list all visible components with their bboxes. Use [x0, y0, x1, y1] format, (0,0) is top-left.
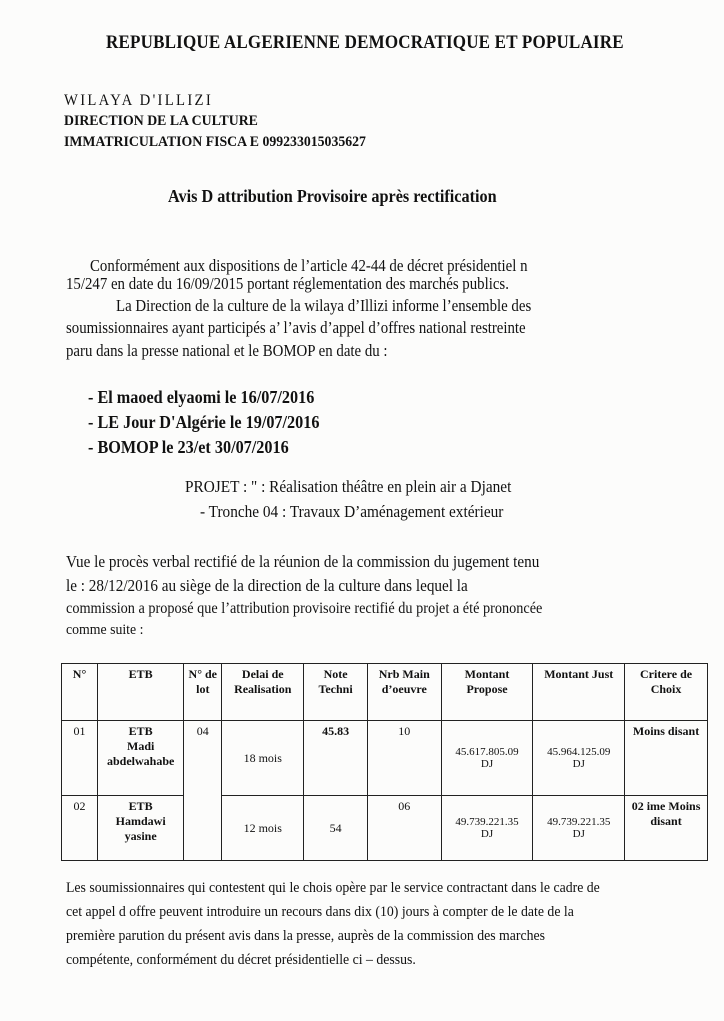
col-choix-header: Critere de Choix: [625, 664, 708, 721]
row-num: 02: [62, 796, 98, 861]
fiscal-id-line: IMMATRICULATION FISCA E 099233015035627: [64, 134, 366, 150]
row-propose: [441, 796, 533, 861]
vue-line-1: Vue le procès verbal rectifié de la réunion de la commission du jugement tenu: [66, 552, 540, 571]
vue-line-2: le : 28/12/2016 au siège de la direction de la culture dans lequel la: [66, 576, 468, 595]
intro-line-1: Conformément aux dispositions de l’article 42-44 de décret présidentiel n: [90, 256, 528, 275]
col-etb-header: ETB: [98, 664, 184, 721]
publication-3: - BOMOP le 23/et 30/07/2016: [88, 437, 289, 457]
row-just: [533, 796, 625, 861]
notice-title: Avis D attribution Provisoire après rectification: [168, 186, 497, 206]
vue-line-4: comme suite :: [66, 622, 144, 638]
attribution-table: [61, 663, 708, 861]
row-just: [533, 721, 625, 796]
row-lot: 04: [184, 721, 222, 861]
etb-prefix: ETB: [128, 724, 153, 738]
row-choix: Moins disant: [625, 721, 708, 796]
just-amount: 45.964.125.09: [547, 746, 611, 758]
row-num: 01: [62, 721, 98, 796]
intro-line-4: soumissionnaires ayant participés a’ l’avis d’appel d’offres national restreinte: [66, 318, 526, 337]
republic-heading: REPUBLIQUE ALGERIENNE DEMOCRATIQUE ET POPULAIRE: [106, 33, 624, 53]
propose-amount: 49.739.221.35: [455, 816, 519, 828]
row-delai: 12 mois: [222, 796, 304, 861]
footer-line-2: cet appel d offre peuvent introduire un recours dans dix (10) jours à compter de le date de la: [66, 904, 574, 920]
wilaya-line: WILAYA D'ILLIZI: [64, 92, 214, 109]
intro-line-2: 15/247 en date du 16/09/2015 portant réglementation des marchés publics.: [66, 274, 509, 293]
footer-line-1: Les soumissionnaires qui contestent qui le chois opère par le service contractant dans le cadre de: [66, 880, 600, 896]
intro-line-5: paru dans la presse national et le BOMOP en date du :: [66, 341, 388, 360]
col-just-header: Montant Just: [533, 664, 625, 721]
col-main-header: Nrb Main d’oeuvre: [367, 664, 441, 721]
table-header-row: [62, 664, 708, 721]
row-main: 06: [367, 796, 441, 861]
propose-unit: DJ: [480, 828, 494, 840]
row-note: 45.83: [304, 721, 368, 796]
propose-amount: 45.617.805.09: [455, 746, 519, 758]
just-amount: 49.739.221.35: [547, 816, 611, 828]
col-lot-header: N° de lot: [184, 664, 222, 721]
propose-unit: DJ: [480, 758, 494, 770]
col-delai-header: Delai de Realisation: [222, 664, 304, 721]
row-etb: [98, 796, 184, 861]
row-note: 54: [304, 796, 368, 861]
footer-line-3: première parution du présent avis dans la presse, auprès de la commission des marches: [66, 928, 546, 944]
table-row: [62, 721, 708, 796]
tranche-line: - Tronche 04 : Travaux D’aménagement extérieur: [200, 502, 504, 521]
just-unit: DJ: [572, 758, 585, 770]
project-line: PROJET : " : Réalisation théâtre en plein air a Djanet: [185, 477, 512, 496]
row-choix: 02 ime Moins disant: [625, 796, 708, 861]
col-propose-header: Montant Propose: [441, 664, 533, 721]
table-row: [62, 796, 708, 861]
intro-line-3: La Direction de la culture de la wilaya d’Illizi informe l’ensemble des: [116, 296, 532, 315]
just-unit: DJ: [572, 828, 585, 840]
etb-name: Hamdawi yasine: [115, 814, 166, 843]
row-propose: [441, 721, 533, 796]
footer-line-4: compétente, conformément du décret présidentielle ci – dessus.: [66, 952, 416, 968]
row-delai: 18 mois: [222, 721, 304, 796]
vue-line-3: commission a proposé que l’attribution provisoire rectifié du projet a été prononcée: [66, 600, 543, 617]
col-note-header: Note Techni: [304, 664, 368, 721]
etb-prefix: ETB: [128, 799, 153, 813]
row-etb: [98, 721, 184, 796]
direction-line: DIRECTION DE LA CULTURE: [64, 113, 258, 129]
etb-name: Madi abdelwahabe: [107, 739, 175, 768]
row-main: 10: [367, 721, 441, 796]
publication-1: - El maoed elyaomi le 16/07/2016: [88, 387, 315, 407]
publication-2: - LE Jour D'Algérie le 19/07/2016: [88, 412, 320, 432]
col-num-header: N°: [62, 664, 98, 721]
